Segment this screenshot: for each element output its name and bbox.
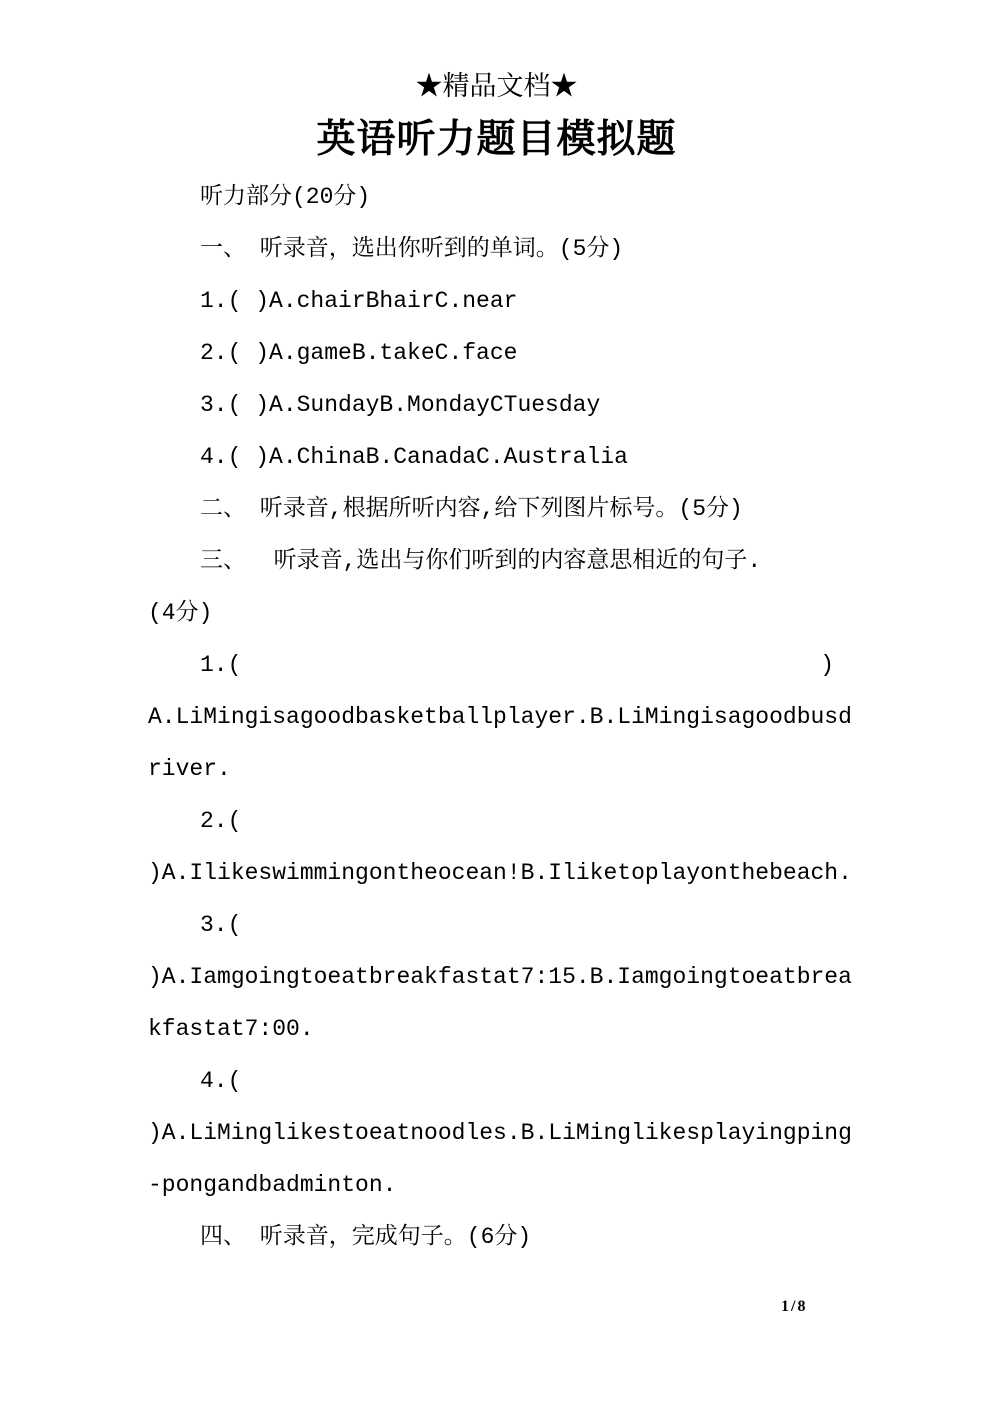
text-line: )A.LiMinglikestoeatnoodles.B.LiMinglikesplayingping	[148, 1120, 852, 1146]
text-line-right: )	[820, 652, 834, 678]
text-line: 四、 听录音，完成句子。(6分)	[200, 1224, 532, 1250]
text-line	[148, 639, 864, 691]
text-line: )A.Iamgoingtoeatbreakfastat7:15.B.Iamgoingtoeatbrea	[148, 964, 852, 990]
text-line: 4.( )A.ChinaB.CanadaC.Australia	[200, 444, 628, 470]
text-line: kfastat7:00.	[148, 1016, 314, 1042]
text-line: A.LiMingisagoodbasketballplayer.B.LiMingisagoodbusd	[148, 704, 852, 730]
text-line: river.	[148, 756, 231, 782]
text-line: 听力部分(20分)	[200, 184, 371, 210]
page-title: 英语听力题目模拟题	[316, 118, 677, 161]
text-line: -pongandbadminton.	[148, 1172, 397, 1198]
document-body	[148, 171, 864, 1263]
text-line: 1.( )A.chairBhairC.near	[200, 288, 518, 314]
text-line: 二、 听录音,根据所听内容,给下列图片标号。(5分)	[200, 496, 743, 522]
text-line: 4.(	[200, 1068, 242, 1094]
text-line: 一、 听录音，选出你听到的单词。(5分)	[200, 236, 624, 262]
text-line: 2.(	[200, 808, 242, 834]
text-line-left: 1.(	[200, 652, 242, 678]
text-line: 3.(	[200, 912, 242, 938]
text-line: 三、 听录音,选出与你们听到的内容意思相近的句子.	[200, 548, 762, 574]
text-line: 3.( )A.SundayB.MondayCTuesday	[200, 392, 601, 418]
doc-header-badge: ★精品文档★	[415, 71, 578, 101]
text-line: )A.Ilikeswimmingontheocean!B.Iliketoplayonthebeach.	[148, 860, 852, 886]
text-line: 2.( )A.gameB.takeC.face	[200, 340, 518, 366]
page-number: 1/8	[781, 1298, 808, 1315]
text-line: (4分)	[148, 600, 213, 626]
